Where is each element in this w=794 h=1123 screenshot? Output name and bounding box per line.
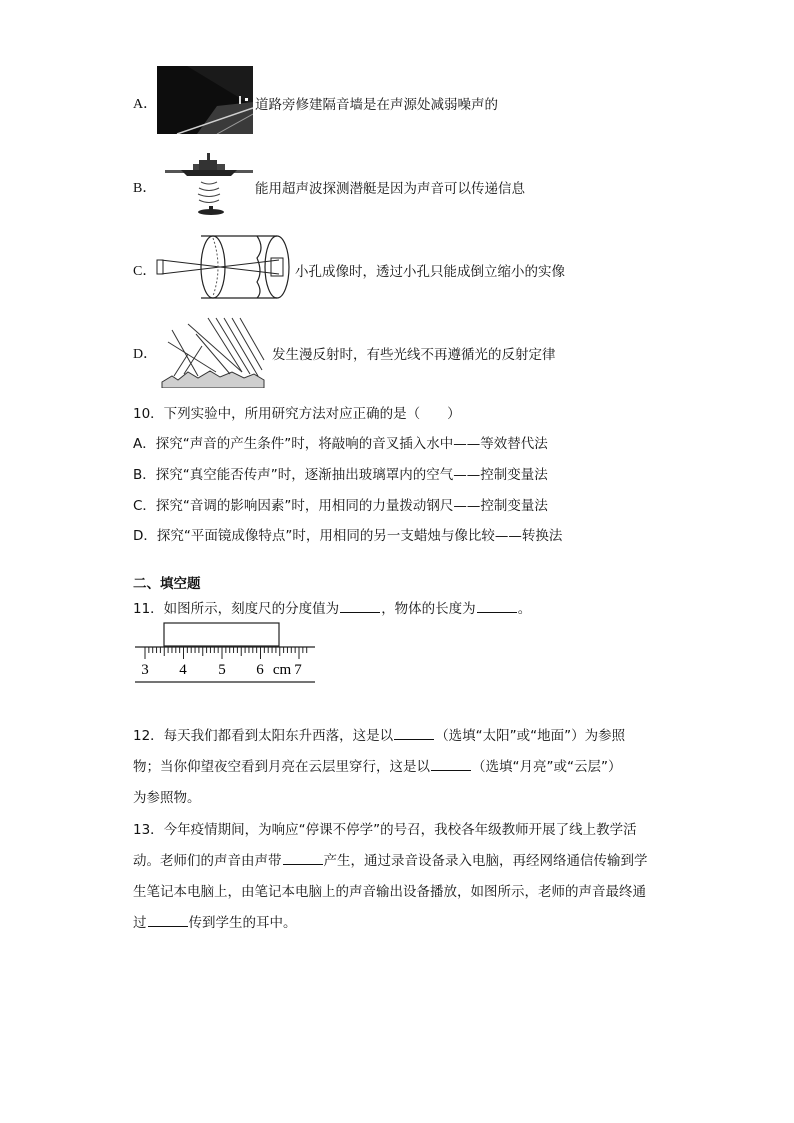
q11-text: [133, 597, 531, 617]
q11-blank-2[interactable]: [477, 600, 517, 613]
option-c-text: 小孔成像时，透过小孔只能成倒立缩小的实像: [295, 264, 565, 280]
ruler-label-cm: cm: [272, 662, 292, 678]
q13-line4: [133, 911, 297, 931]
ruler-label-3: 3: [141, 662, 149, 678]
option-d-text: 发生漫反射时，有些光线不再遵循光的反射定律: [272, 347, 556, 363]
q12-line1-a: 12．每天我们都看到太阳东升西落，这是以: [133, 728, 394, 744]
option-b-letter: B．: [133, 181, 157, 196]
diffuse-reflection-image: [158, 314, 266, 388]
q13-line4-a: 过: [133, 915, 147, 931]
q13-line4-b: 传到学生的耳中。: [188, 915, 297, 931]
q11-part1: 11．如图所示，刻度尺的分度值为: [133, 601, 340, 617]
q12-line3: 为参照物。: [133, 790, 201, 806]
q10-choice-a: A．探究“声音的产生条件”时，将敲响的音叉插入水中——等效替代法: [133, 436, 548, 452]
q13-line3: 生笔记本电脑上，由笔记本电脑上的声音输出设备播放，如图所示，老师的声音最终通: [133, 884, 646, 900]
ruler-ticks: [145, 647, 307, 659]
option-d-letter: D．: [133, 347, 158, 362]
q13-line2-b: 产生，通过录音设备录入电脑，再经网络通信传输到学: [323, 853, 648, 869]
highway-sound-barrier-image: [157, 66, 253, 134]
option-c-letter: C．: [133, 264, 157, 279]
q12-line2: [133, 755, 621, 775]
q11-blank-1[interactable]: [340, 600, 380, 613]
ruler-label-6: 6: [256, 662, 264, 678]
section-title: 二、填空题: [133, 576, 201, 592]
q11-part2: ，物体的长度为: [381, 601, 476, 617]
q13-line2-a: 动。老师们的声音由声带: [133, 853, 282, 869]
q10-choice-b: B．探究“真空能否传声”时，逐渐抽出玻璃罩内的空气——控制变量法: [133, 467, 548, 483]
option-a-letter: A．: [133, 97, 158, 112]
q12-blank-2[interactable]: [431, 758, 471, 771]
option-b-text: 能用超声波探测潜艇是因为声音可以传递信息: [255, 181, 525, 197]
q13-line1: 13．今年疫情期间，为响应“停课不停学”的号召，我校各年级教师开展了线上教学活: [133, 822, 637, 838]
q11-part3: 。: [517, 601, 532, 617]
q13-blank-1[interactable]: [283, 852, 323, 865]
measured-object: [164, 623, 279, 646]
q13-blank-2[interactable]: [148, 914, 188, 927]
q13-line2: [133, 849, 648, 869]
q12-line2-a: 物；当你仰望夜空看到月亮在云层里穿行，这是以: [133, 759, 430, 775]
q10-stem: 10．下列实验中，所用研究方法对应正确的是（ ）: [133, 406, 461, 422]
q12-line1: [133, 724, 625, 744]
q10-choice-c: C．探究“音调的影响因素”时，用相同的力量拨动钢尺——控制变量法: [133, 498, 548, 514]
ruler-label-5: 5: [218, 662, 226, 678]
q12-line2-b: （选填“月亮”或“云层”）: [472, 759, 622, 775]
ruler-label-4: 4: [179, 662, 187, 678]
ruler-label-7: 7: [294, 662, 302, 678]
ship-sonar-submarine-image: [165, 150, 253, 218]
q10-choice-d: D．探究“平面镜成像特点”时，用相同的另一支蜡烛与像比较——转换法: [133, 528, 563, 544]
q12-line1-b: （选填“太阳”或“地面”）为参照: [435, 728, 626, 744]
q12-blank-1[interactable]: [394, 727, 434, 740]
option-a-text: 道路旁修建隔音墙是在声源处减弱噪声的: [255, 97, 498, 113]
pinhole-camera-image: [153, 232, 295, 302]
ruler-figure: [133, 620, 317, 686]
